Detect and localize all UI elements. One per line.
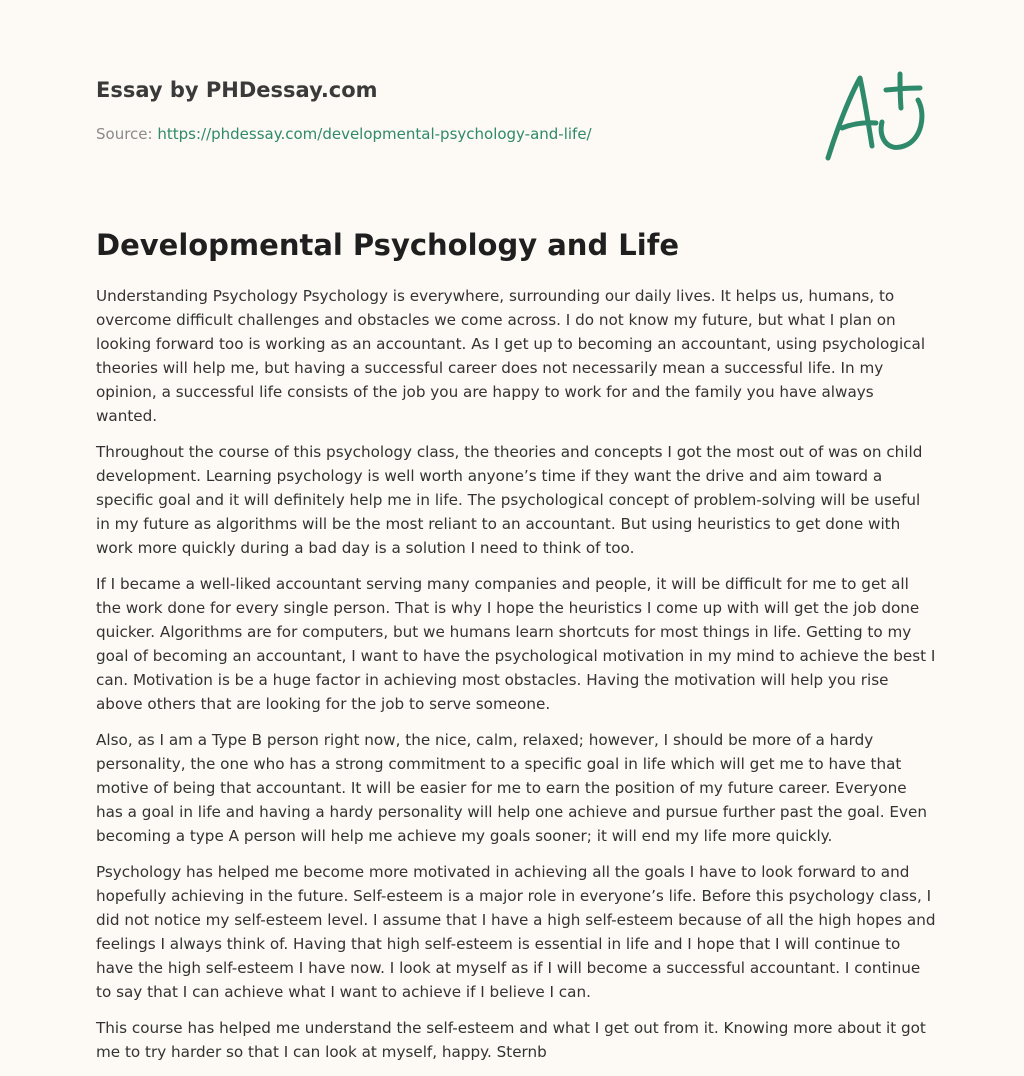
essay-title: Developmental Psychology and Life xyxy=(96,228,680,262)
site-header xyxy=(96,77,936,103)
a-plus-grade-icon xyxy=(820,66,930,166)
essay-paragraph: This course has helped me understand the self-esteem and what I get out from it. Knowing more about it got me to try harder so that I can look at myself, happy. Sternb xyxy=(96,1019,926,1061)
source-label: Source: xyxy=(96,125,153,143)
essay-paragraph: Also, as I am a Type B person right now, the nice, calm, relaxed; however, I should be more of a hardy personality, the one who has a strong commitment to a specific goal in life which will get me to have that motive of being that accountant. It will be easier for me to earn the position of my future career. Everyone has a goal in life and having a hardy personality will help one achieve and pursue further past the goal. Even becoming a type A person will help me achieve my goals sooner; it will end my life more quickly. xyxy=(96,731,927,845)
essay-paragraph: Psychology has helped me become more motivated in achieving all the goals I have to look forward to and hopefully achieving in the future. Self-esteem is a major role in everyone’s life. Before this psychology class, I did not notice my self-esteem level. I assume that I have a high self-esteem because of all the high hopes and feelings I always think of. Having that high self-esteem is essential in life and I hope that I will continue to have the high self-esteem I have now. I look at myself as if I will become a successful accountant. I continue to say that I can achieve what I want to achieve if I believe I can. xyxy=(96,863,936,1001)
essay-paragraph: Throughout the course of this psychology class, the theories and concepts I got the most out of was on child development. Learning psychology is well worth anyone’s time if they want the drive and aim toward a specific goal and it will definitely help me in life. The psychological concept of problem-solving will be useful in my future as algorithms will be the most reliant to an accountant. But using heuristics to get done with work more quickly during a bad day is a solution I need to think of too. xyxy=(96,443,923,557)
a-plus-logo-svg xyxy=(820,66,930,166)
source-link[interactable]: https://phdessay.com/developmental-psychology-and-life/ xyxy=(157,125,592,143)
essay-body xyxy=(96,284,936,1076)
essay-paragraph: If I became a well-liked accountant serving many companies and people, it will be difficult for me to get all the work done for every single person. That is why I hope the heuristics I come up with will get the job done quicker. Algorithms are for computers, but we humans learn shortcuts for most things in life. Getting to my goal of becoming an accountant, I want to have the psychological motivation in my mind to achieve the best I can. Motivation is be a huge factor in achieving most obstacles. Having the motivation will help you rise above others that are looking for the job to serve someone. xyxy=(96,575,936,713)
brand-title: Essay by PHDessay.com xyxy=(96,78,378,102)
source-line xyxy=(96,124,592,144)
essay-paragraph: Understanding Psychology Psychology is everywhere, surrounding our daily lives. It helps us, humans, to overcome difficult challenges and obstacles we come across. I do not know my future, but what I plan on looking forward too is working as an accountant. As I get up to becoming an accountant, using psychological theories will help me, but having a successful career does not necessarily mean a successful life. In my opinion, a successful life consists of the job you are happy to work for and the family you have always wanted. xyxy=(96,287,926,425)
